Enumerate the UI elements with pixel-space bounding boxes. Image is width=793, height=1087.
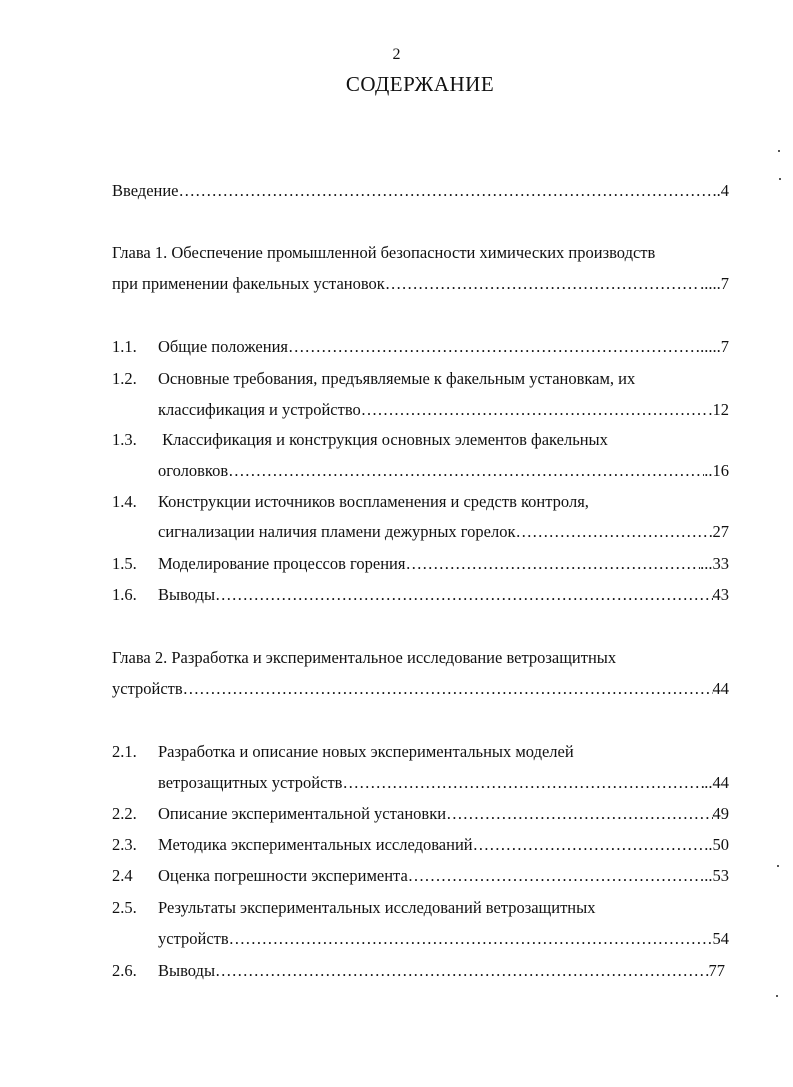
page-title: СОДЕРЖАНИЕ [345,72,495,96]
toc-page-ref: ..50 [704,835,729,854]
toc-leader-dots [228,458,704,484]
toc-chapter-2-heading[interactable]: Глава 2. Разработка и экспериментальное исследование ветрозащитных [112,648,617,667]
toc-chapter-2[interactable] [112,676,729,702]
toc-section-number: 2.1. [112,742,137,761]
toc-section-2-1-heading[interactable]: Разработка и описание новых экспериментальных моделей [158,742,574,761]
toc-page-ref: ..44 [704,773,729,792]
toc-entry-text: устройств [158,929,229,948]
toc-page-ref: 54 [712,929,729,948]
toc-leader-dots [446,801,712,827]
toc-section-number: 2.5. [112,898,137,917]
toc-entry-text: при применении факельных установок [112,274,385,293]
toc-section-1-6[interactable] [158,582,729,608]
toc-section-1-4-heading[interactable]: Конструкции источников воспламенения и средств контроля, [158,492,589,511]
toc-page-ref: .....7 [700,274,729,293]
toc-section-number: 2.2. [112,804,137,823]
toc-section-2-5[interactable] [158,926,729,952]
toc-section-number: 1.4. [112,492,137,511]
toc-section-2-3[interactable] [158,832,729,858]
toc-page-ref: ..4 [712,181,729,200]
toc-leader-dots [385,271,700,297]
toc-entry-text: Выводы [158,961,216,980]
toc-leader-dots [361,397,709,423]
toc-page-ref: 27 [712,522,729,541]
toc-page-ref: .12 [708,400,729,419]
page-number: 2 [392,46,401,63]
toc-section-number: 1.1. [112,337,137,356]
toc-leader-dots [215,582,712,608]
toc-entry-intro[interactable] [112,178,729,204]
scan-speck [778,150,780,152]
toc-entry-text: устройств [112,679,183,698]
toc-page-ref: 77 [708,961,725,980]
scan-speck [777,865,779,867]
toc-leader-dots [288,334,700,360]
toc-page-ref: ...33 [700,554,729,573]
toc-section-2-6[interactable] [158,958,725,984]
toc-page-ref: 49 [712,804,729,823]
toc-page-ref: ..16 [704,461,729,480]
toc-section-1-2-heading[interactable]: Основные требования, предъявляемые к факельным установкам, их [158,369,636,388]
toc-entry-text: оголовков [158,461,229,480]
toc-page-ref: .....7 [700,337,729,356]
toc-section-1-3-heading[interactable]: Классификация и конструкция основных элементов факельных [158,430,608,449]
toc-entry-text: Оценка погрешности эксперимента [158,866,408,885]
toc-leader-dots [408,863,704,889]
toc-leader-dots [183,676,713,702]
toc-section-number: 2.6. [112,961,137,980]
toc-entry-text: Описание экспериментальной установки [158,804,447,823]
toc-entry-text: Методика экспериментальных исследований [158,835,473,854]
scan-speck [779,178,781,180]
toc-chapter-1-heading[interactable]: Глава 1. Обеспечение промышленной безопасности химических производств [112,243,656,262]
toc-leader-dots [473,832,705,858]
toc-entry-text: Введение [112,181,179,200]
toc-page-ref: 44 [712,679,729,698]
toc-section-number: 1.6. [112,585,137,604]
toc-section-2-5-heading[interactable]: Результаты экспериментальных исследований ветрозащитных [158,898,596,917]
toc-section-1-2[interactable] [158,397,729,423]
toc-leader-dots [229,926,713,952]
toc-leader-dots [515,519,712,545]
toc-section-1-1[interactable] [158,334,729,360]
toc-section-2-2[interactable] [158,801,729,827]
toc-section-number: 2.4 [112,866,133,885]
toc-entry-text: Выводы [158,585,216,604]
toc-leader-dots [405,551,700,577]
toc-section-2-4[interactable] [158,863,729,889]
toc-entry-text: Моделирование процессов горения [158,554,406,573]
toc-leader-dots [215,958,708,984]
toc-leader-dots [342,770,704,796]
toc-section-number: 1.5. [112,554,137,573]
toc-entry-text: ветрозащитных устройств [158,773,343,792]
toc-entry-text: Общие положения [158,337,288,356]
toc-section-2-1[interactable] [158,770,729,796]
toc-section-number: 1.2. [112,369,137,388]
toc-section-1-3[interactable] [158,458,729,484]
toc-section-number: 2.3. [112,835,137,854]
toc-section-number: 1.3. [112,430,137,449]
toc-leader-dots [179,178,713,204]
toc-entry-text: классификация и устройство [158,400,361,419]
toc-chapter-1[interactable] [112,271,729,297]
toc-section-1-4[interactable] [158,519,729,545]
toc-section-1-5[interactable] [158,551,729,577]
toc-page-ref: 43 [712,585,729,604]
toc-page-ref: ..53 [704,866,729,885]
toc-entry-text: сигнализации наличия пламени дежурных горелок [158,522,516,541]
scan-speck [776,995,778,997]
